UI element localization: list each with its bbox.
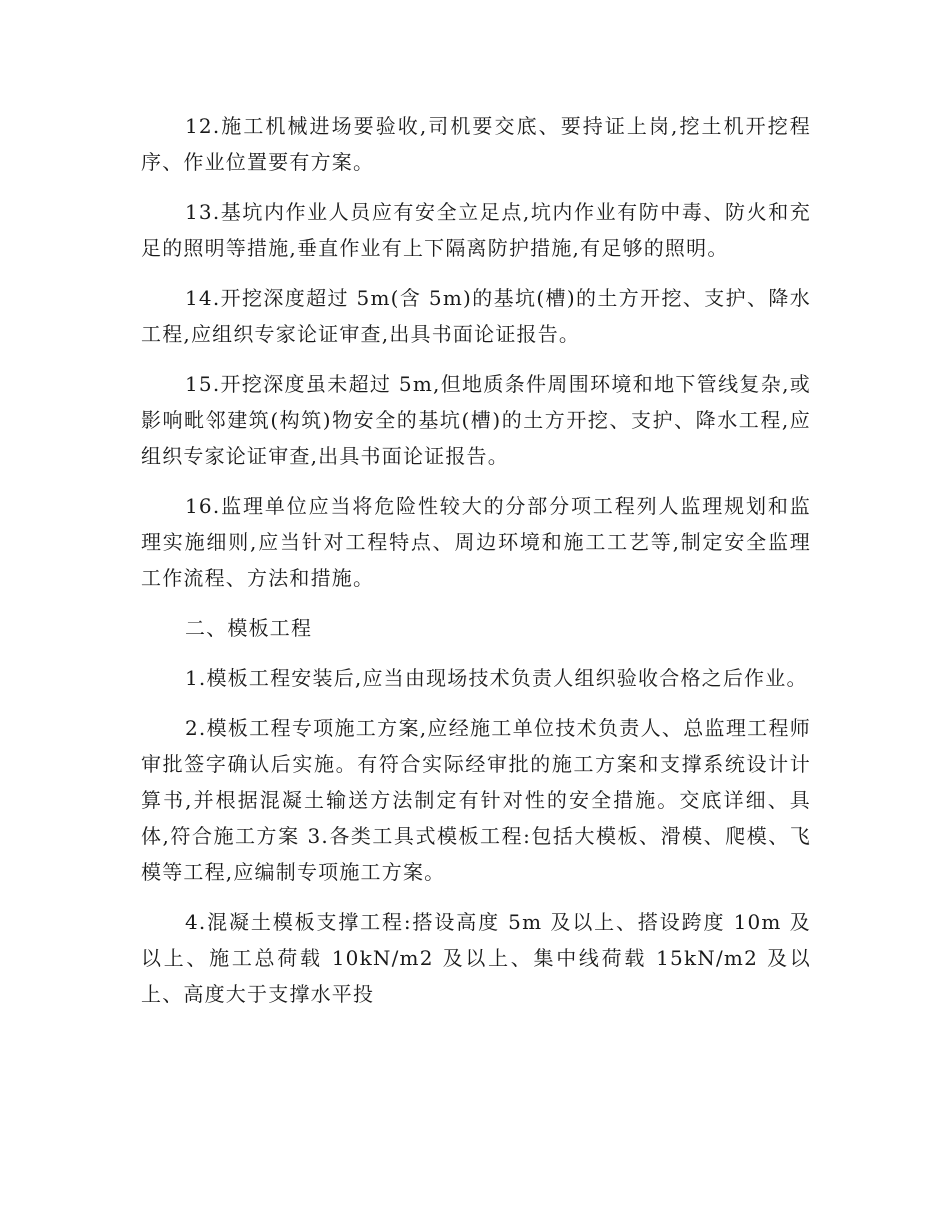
paragraph-item-13: 13.基坑内作业人员应有安全立足点,坑内作业有防中毒、防火和充足的照明等措施,垂直作业有上下隔离防护措施,有足够的照明。 [141, 200, 811, 260]
paragraph-item-14: 14.开挖深度超过 5m(含 5m)的基坑(槽)的土方开挖、支护、降水工程,应组织专家论证审查,出具书面论证报告。 [141, 286, 811, 346]
document-body [141, 108, 811, 1026]
paragraph-item-16: 16.监理单位应当将危险性较大的分部分项工程列人监理规划和监理实施细则,应当针对工程特点、周边环境和施工工艺等,制定安全监理工作流程、方法和措施。 [141, 494, 811, 590]
paragraph-item-12: 12.施工机械进场要验收,司机要交底、要持证上岗,挖土机开挖程序、作业位置要有方案。 [141, 114, 811, 174]
paragraph-item-4: 4.混凝土模板支撑工程:搭设高度 5m 及以上、搭设跨度 10m 及以上、施工总荷载 10kN/m2 及以上、集中线荷载 15kN/m2 及以上、高度大于支撑水平投 [141, 910, 811, 1006]
paragraph-item-1: 1.模板工程安装后,应当由现场技术负责人组织验收合格之后作业。 [185, 666, 808, 690]
paragraph-item-15: 15.开挖深度虽未超过 5m,但地质条件周围环境和地下管线复杂,或影响毗邻建筑(构筑)物安全的基坑(槽)的土方开挖、支护、降水工程,应组织专家论证审查,出具书面论证报告。 [141, 372, 811, 468]
paragraph-item-2: 2.模板工程专项施工方案,应经施工单位技术负责人、总监理工程师审批签字确认后实施。有符合实际经审批的施工方案和支撑系统设计计算书,并根据混凝土输送方法制定有针对性的安全措施。交底详细、具体,符合施工方案 3.各类工具式模板工程:包括大模板、滑模、爬模、飞模等工程,应编制专项施工方案。 [141, 716, 811, 884]
section-heading: 二、模板工程 [185, 616, 313, 640]
